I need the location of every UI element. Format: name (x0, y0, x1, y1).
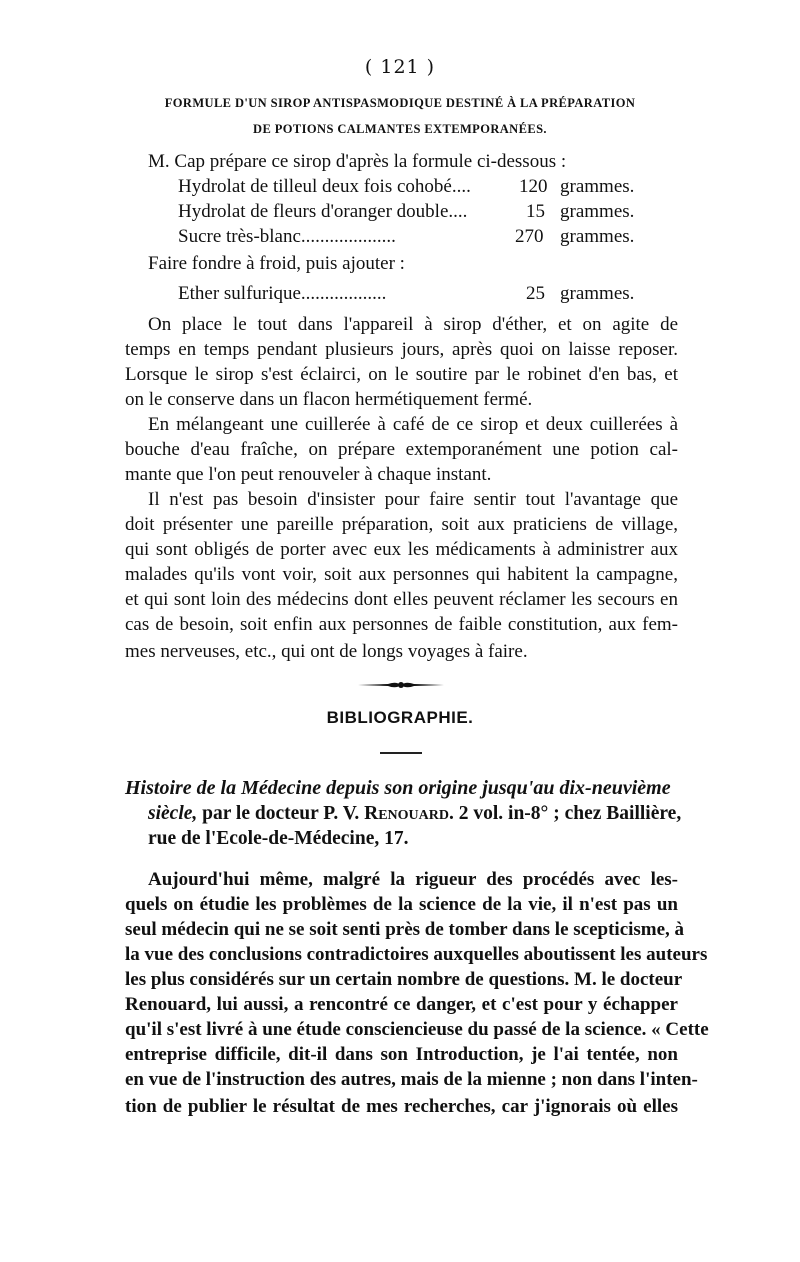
paragraph-line: et qui sont loin des médecins dont elles peuvent réclamer les secours en (125, 589, 678, 610)
review-line: en vue de l'instruction des autres, mais de la mienne ; non dans l'inten- (125, 1069, 698, 1090)
review-line: qu'il s'est livré à une étude consciencieuse du passé de la science. « Cette (125, 1019, 709, 1040)
recipe-item: Hydrolat de fleurs d'oranger double.... (178, 201, 468, 222)
short-rule (380, 752, 422, 754)
author-name: Renouard (364, 803, 449, 824)
recipe-unit: grammes. (560, 176, 635, 197)
review-line: tion de publier le résultat de mes recherches, car j'ignorais où elles (125, 1096, 678, 1117)
recipe-then-line: Faire fondre à froid, puis ajouter : (148, 253, 405, 274)
book-ref-address: rue de l'Ecole-de-Médecine, 17. (148, 828, 409, 849)
recipe-item: Hydrolat de tilleul deux fois cohobé.... (178, 176, 471, 197)
paragraph-line: mes nerveuses, etc., qui ont de longs voyages à faire. (125, 641, 528, 662)
paragraph-line: On place le tout dans l'appareil à sirop d'éther, et on agite de (148, 314, 678, 335)
recipe-qty: 120 (519, 176, 548, 197)
recipe-qty: 25 (526, 283, 545, 304)
book-ref-text: par le docteur P. V. (197, 803, 365, 824)
review-line: la vue des conclusions contradictoires auxquelles aboutissent les auteurs (125, 944, 708, 965)
paragraph-line: doit présenter une pareille préparation, soit aux praticiens de village, (125, 514, 678, 535)
recipe-qty: 270 (515, 226, 544, 247)
recipe-intro: M. Cap prépare ce sirop d'après la formule ci-dessous : (148, 151, 567, 172)
page-number: ( 121 ) (364, 56, 436, 78)
review-line: Renouard, lui aussi, a rencontré ce danger, et c'est pour y échapper (125, 994, 678, 1015)
paragraph-line: Il n'est pas besoin d'insister pour faire sentir tout l'avantage que (148, 489, 678, 510)
recipe-qty: 15 (526, 201, 545, 222)
paragraph-line: on le conserve dans un flacon hermétiquement fermé. (125, 389, 533, 410)
book-ref-line (148, 802, 681, 826)
formula-heading-line-2: DE POTIONS CALMANTES EXTEMPORANÉES. (253, 122, 547, 136)
book-title-end: siècle, (148, 803, 198, 824)
paragraph-line: mante que l'on peut renouveler à chaque instant. (125, 464, 492, 485)
book-ref-text: . 2 vol. in-8° ; chez Baillière, (449, 803, 682, 824)
paragraph-line: temps en temps pendant plusieurs jours, après quoi on laisse reposer. (125, 339, 678, 360)
paragraph-line: bouche d'eau fraîche, on prépare extemporanément une potion cal- (125, 439, 678, 460)
review-line: les plus considérés sur un certain nombre de questions. M. le docteur (125, 969, 683, 990)
recipe-unit: grammes. (560, 201, 635, 222)
paragraph-line: Lorsque le sirop s'est éclairci, on le soutire par le robinet d'en bas, et (125, 364, 678, 385)
recipe-unit: grammes. (560, 226, 635, 247)
formula-heading-line-1: FORMULE D'UN SIROP ANTISPASMODIQUE DESTINÉ À LA PRÉPARATION (164, 96, 636, 110)
recipe-unit: grammes. (560, 283, 635, 304)
review-line: quels on étudie les problèmes de la science de la vie, il n'est pas un (125, 894, 678, 915)
paragraph-line: En mélangeant une cuillerée à café de ce sirop et deux cuillerées à (148, 414, 678, 435)
bibliography-title: BIBLIOGRAPHIE. (326, 708, 474, 727)
paragraph-line: malades qu'ils vont voir, soit aux personnes qui habitent la campagne, (125, 564, 678, 585)
review-line: Aujourd'hui même, malgré la rigueur des procédés avec les- (148, 869, 678, 890)
book-title-line: Histoire de la Médecine depuis son origine jusqu'au dix-neuvième (125, 777, 671, 799)
review-line: entreprise difficile, dit-il dans son Introduction, je l'ai tentée, non (125, 1044, 678, 1065)
ornament-divider (358, 680, 444, 690)
paragraph-line: cas de besoin, soit enfin aux personnes de faible constitution, aux fem- (125, 614, 678, 635)
paragraph-line: qui sont obligés de porter avec eux les médicaments à administrer aux (125, 539, 678, 560)
recipe-item: Sucre très-blanc.................... (178, 226, 396, 247)
recipe-item: Ether sulfurique.................. (178, 283, 387, 304)
review-line: seul médecin qui ne se soit senti près de tomber dans le scepticisme, à (125, 919, 685, 940)
